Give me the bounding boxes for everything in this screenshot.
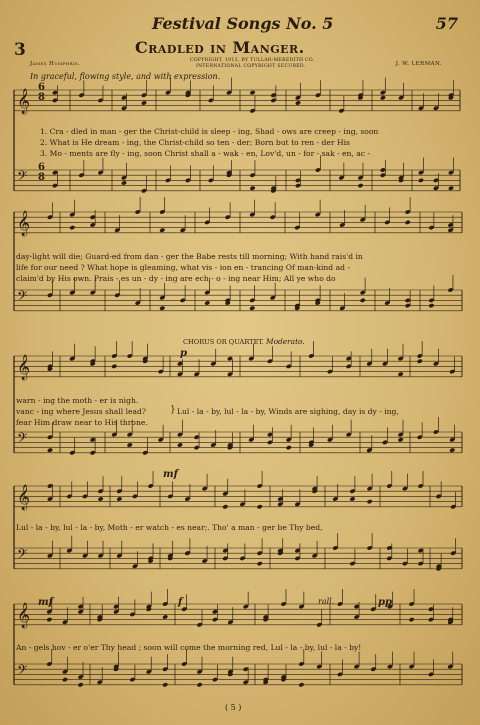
note-head	[47, 448, 53, 453]
treble-clef: 𝄞	[17, 211, 31, 236]
note-head	[357, 183, 363, 188]
note-head	[46, 617, 52, 622]
treble-clef: 𝄞	[17, 603, 31, 628]
lyric-line: vanc - ing where Jesus shall lead?	[16, 407, 146, 416]
song-title: Cradled in Manger.	[135, 38, 305, 57]
treble-clef: 𝄞	[17, 485, 31, 510]
lyricist-credit: James Humphris.	[30, 61, 81, 67]
bass-clef: 𝄢	[17, 546, 28, 565]
time-signature: 6	[38, 82, 45, 93]
note-head	[159, 228, 165, 233]
note-head	[127, 442, 133, 447]
note-head	[204, 300, 210, 305]
note-head	[249, 306, 255, 311]
brace: }	[170, 405, 176, 415]
note-head	[448, 186, 454, 191]
note-head	[98, 496, 104, 501]
note-head	[116, 496, 122, 501]
note-head	[78, 682, 84, 687]
book-title: Festival Songs No. 5	[152, 14, 334, 33]
lyric-line: An - gels hov - er o'er Thy head ; soon will come the morning red, Lul - la - by, lul - la - by!	[16, 643, 362, 652]
chorus-tempo: Moderato.	[266, 337, 305, 346]
note-head	[380, 95, 386, 100]
dynamic-p: p	[180, 348, 187, 359]
time-signature: 8	[38, 172, 45, 183]
time-signature: 8	[38, 92, 45, 103]
page-number: 57	[435, 14, 458, 33]
note-head	[62, 677, 68, 682]
note-head	[121, 180, 127, 185]
note-head	[409, 617, 415, 622]
note-head	[286, 445, 292, 450]
copyright-line: COPYRIGHT, 1913, BY TULLAR-MEREDITH CO.	[190, 58, 315, 63]
lyric-line: 1. Cra - dled in man - ger the Christ-child is sleep - ing, Shad - ows are creep - ing, soon	[40, 127, 379, 136]
note-head	[367, 499, 373, 504]
lyric-line: day-light will die; Guard-ed from dan - ger the Babe rests till morning; With hand rais'd in	[16, 252, 363, 261]
lyric-line: warn - ing the moth - er is nigh.	[16, 396, 139, 405]
lyric-line: Lul - la - by, lul - la - by, Moth - er watch - es near;. Tho' a man - ger be Thy bed,	[16, 523, 323, 532]
note-head	[69, 225, 75, 230]
lyric-line: fear Him draw near to His throne.	[16, 418, 148, 427]
copyright-notice: INTERNATIONAL COPYRIGHT SECURED.	[196, 64, 306, 69]
note-head	[360, 298, 366, 303]
note-head	[177, 442, 183, 447]
treble-clef: 𝄞	[17, 89, 31, 114]
note-head	[349, 496, 355, 501]
note-head	[428, 303, 434, 308]
bass-clef: 𝄢	[17, 288, 28, 307]
bass-clef: 𝄢	[17, 168, 28, 187]
note-head	[295, 100, 301, 105]
chorus-lyric-line: Lul - la - by, lul - la - by, Winds are sighing, day is dy - ing,	[177, 407, 399, 416]
note-head	[398, 437, 404, 442]
note-head	[249, 186, 255, 191]
note-head	[298, 682, 304, 687]
dynamic-f: f	[178, 597, 183, 608]
note-head	[162, 614, 168, 619]
treble-clef: 𝄞	[17, 355, 31, 380]
lyric-line: 2. What is He dream - ing, the Christ-child so ten - der; Born but to ren - der His	[40, 138, 350, 147]
note-head	[141, 100, 147, 105]
tempo-marking: In graceful, flowing style, and with expression.	[30, 72, 221, 81]
note-head	[405, 220, 411, 225]
note-head	[222, 504, 228, 509]
note-head	[111, 364, 117, 369]
lyric-line: 3. Mo - ments are fly - ing, soon Christ shall a - wak - en, Lov'd, un - for - sak - en, ac -	[40, 149, 371, 158]
note-head	[159, 306, 165, 311]
note-head	[398, 372, 404, 377]
dynamic-mf: mf	[163, 469, 178, 480]
note-head	[249, 90, 255, 95]
rall-marking: rall.	[318, 597, 335, 606]
lyric-line: life for our need ? What hope is gleaming, what vis - ion en - trancing Of man-kind ad -	[16, 263, 350, 272]
footer-page-number: ( 5 )	[225, 703, 242, 712]
bass-clef: 𝄢	[17, 430, 28, 449]
note-head	[162, 682, 168, 687]
note-head	[418, 178, 424, 183]
note-head	[197, 682, 203, 687]
note-head	[417, 359, 423, 364]
lyric-line: claim'd by His own. Prais - es un - dy - ing are ech - o - ing near Him; All ye who do	[16, 274, 336, 283]
bass-clef: 𝄢	[17, 662, 28, 681]
time-signature: 6	[38, 162, 45, 173]
dynamic-mf: mf	[38, 597, 53, 608]
note-head	[449, 448, 455, 453]
chorus-label-text: CHORUS OR QUARTET.	[183, 338, 264, 346]
note-head	[257, 561, 263, 566]
composer-credit: J. W. LERMAN.	[395, 61, 442, 67]
dynamic-pp: pp	[378, 597, 392, 608]
chorus-label	[183, 337, 305, 346]
note-head	[257, 504, 263, 509]
song-number: 3	[14, 40, 26, 60]
